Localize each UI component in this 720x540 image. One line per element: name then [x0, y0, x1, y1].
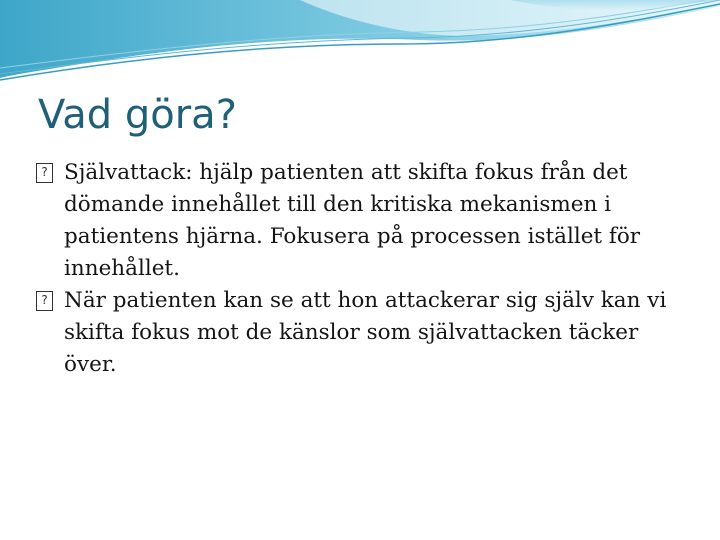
slide-title: Vad göra?: [38, 92, 237, 138]
bullet-text: När patienten kan se att hon attackerar sig själv kan vi skifta fokus mot de känslor som självattacken täcker över.: [64, 288, 667, 377]
bullet-item-self-attack: [36, 157, 684, 285]
bullet-box-icon: ?: [36, 163, 53, 183]
bullet-item-shift-focus: [36, 285, 684, 381]
bullet-box-icon: ?: [36, 291, 53, 311]
header-wave-decoration: [0, 0, 720, 90]
bullet-text: Självattack: hjälp patienten att skifta fokus från det dömande innehållet till den kritiska mekanismen i patientens hjärna. Fokusera på processen istället för innehållet.: [64, 160, 641, 281]
bullet-list: [36, 157, 684, 381]
